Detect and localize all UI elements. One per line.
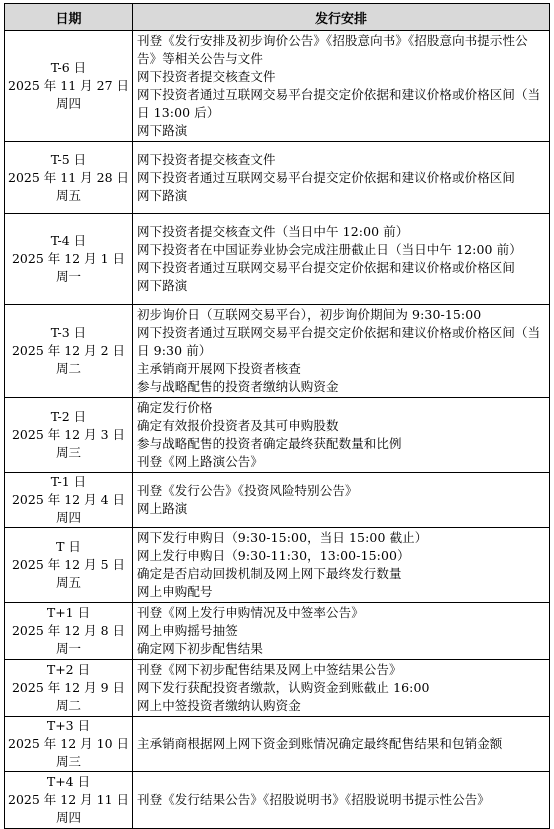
date-cell-day: T+4 日	[46, 774, 91, 789]
date-cell	[5, 603, 133, 660]
arrangement-item: 网下路演	[137, 123, 188, 138]
arrangement-item: 确定网下初步配售结果	[137, 641, 264, 656]
arrangement-cell	[133, 31, 550, 142]
table-row	[5, 142, 550, 214]
arrangement-item: 初步询价日（互联网交易平台），初步询价期间为 9:30-15:00	[137, 307, 482, 322]
arrangement-item: 刊登《发行公告》《投资风险特别公告》	[137, 483, 358, 498]
table-row	[5, 473, 550, 528]
arrangement-item: 刊登《发行安排及初步询价公告》《招股意向书》《招股意向书提示性公告》等相关公告与文件	[137, 33, 528, 66]
table-row	[5, 31, 550, 142]
date-cell-weekday: 周五	[55, 575, 81, 590]
arrangement-item: 网下路演	[137, 187, 188, 203]
arrangement-cell	[133, 305, 550, 398]
date-cell-date: 2025 年 11 月 28 日	[8, 169, 129, 185]
date-cell-weekday: 周三	[55, 754, 81, 769]
arrangement-item: 确定是否启动回拨机制及网上网下最终发行数量	[137, 566, 402, 581]
table-row	[5, 660, 550, 717]
date-cell	[5, 398, 133, 473]
arrangement-item: 网上路演	[137, 501, 188, 516]
date-cell-day: T-6 日	[50, 60, 87, 75]
arrangement-item: 网下投资者通过互联网交易平台提交定价依据和建议价格或价格区间（当日 13:00 后）	[137, 87, 541, 120]
arrangement-item: 网下路演	[137, 278, 188, 293]
arrangement-cell	[133, 603, 550, 660]
date-cell-date: 2025 年 12 月 5 日	[11, 557, 126, 572]
arrangement-item: 参与战略配售的投资者确定最终获配数量和比例	[137, 436, 402, 451]
plan-column-header: 发行安排	[133, 4, 550, 31]
arrangement-item: 网下投资者提交核查文件（当日中午 12:00 前）	[137, 224, 409, 239]
arrangement-cell	[133, 660, 550, 717]
date-cell-weekday: 周一	[55, 641, 81, 656]
date-cell-weekday: 周四	[55, 96, 81, 111]
arrangement-item: 网下发行申购日（9:30-15:00，当日 15:00 截止）	[137, 530, 428, 545]
arrangement-cell	[133, 142, 550, 214]
date-cell	[5, 473, 133, 528]
date-cell-date: 2025 年 11 月 27 日	[8, 78, 129, 93]
arrangement-item: 网上申购摇号抽签	[137, 623, 238, 638]
date-cell-day: T+3 日	[46, 718, 91, 733]
arrangement-cell	[133, 717, 550, 772]
date-cell	[5, 660, 133, 717]
date-cell	[5, 31, 133, 142]
date-cell-day: T+2 日	[46, 662, 91, 677]
arrangement-item: 主承销商开展网下投资者核查	[137, 361, 301, 376]
date-cell-day: T-2 日	[50, 409, 87, 424]
arrangement-item: 网下投资者提交核查文件	[137, 69, 276, 84]
arrangement-item: 网下投资者通过互联网交易平台提交定价依据和建议价格或价格区间	[137, 169, 516, 185]
table-row	[5, 603, 550, 660]
date-cell-weekday: 周四	[55, 810, 81, 825]
arrangement-item: 刊登《发行结果公告》《招股说明书》《招股说明书提示性公告》	[137, 792, 490, 807]
arrangement-item: 网下投资者在中国证券业协会完成注册截止日（当日中午 12:00 前）	[137, 242, 522, 257]
arrangement-item: 网上发行申购日（9:30-11:30，13:00-15:00）	[137, 548, 410, 563]
table-row	[5, 305, 550, 398]
arrangement-item: 确定有效报价投资者及其可申购股数	[137, 418, 339, 433]
date-cell-weekday: 周三	[55, 445, 81, 460]
date-column-header: 日期	[5, 4, 133, 31]
arrangement-item: 参与战略配售的投资者缴纳认购资金	[137, 379, 339, 394]
arrangement-cell	[133, 473, 550, 528]
date-cell	[5, 528, 133, 603]
arrangement-item: 刊登《网下初步配售结果及网上中签结果公告》	[137, 662, 402, 677]
table-row	[5, 717, 550, 772]
table-body	[5, 31, 550, 829]
arrangement-item: 网下投资者提交核查文件	[137, 151, 276, 167]
date-cell-date: 2025 年 12 月 2 日	[11, 343, 126, 358]
arrangement-item: 网下发行获配投资者缴款，认购资金到账截止 16:00	[137, 680, 430, 695]
arrangement-cell	[133, 214, 550, 305]
date-cell-day: T 日	[56, 539, 81, 554]
table-row	[5, 398, 550, 473]
date-cell-day: T-3 日	[50, 325, 87, 340]
arrangement-cell	[133, 528, 550, 603]
date-cell-date: 2025 年 12 月 10 日	[8, 736, 129, 751]
date-cell-day: T+1 日	[46, 605, 91, 620]
arrangement-cell	[133, 772, 550, 829]
date-cell-date: 2025 年 12 月 1 日	[11, 251, 126, 266]
date-cell	[5, 142, 133, 214]
date-cell	[5, 214, 133, 305]
arrangement-item: 确定发行价格	[137, 400, 213, 415]
table-row	[5, 772, 550, 829]
table-row	[5, 214, 550, 305]
arrangement-item: 刊登《网上发行申购情况及中签率公告》	[137, 605, 364, 620]
date-cell	[5, 772, 133, 829]
date-cell-weekday: 周四	[55, 510, 81, 525]
date-cell	[5, 305, 133, 398]
date-cell-day: T-1 日	[50, 474, 87, 489]
table-header-row	[5, 4, 550, 31]
arrangement-cell	[133, 398, 550, 473]
arrangement-item: 主承销商根据网上网下资金到账情况确定最终配售结果和包销金额	[137, 736, 503, 751]
arrangement-item: 刊登《网上路演公告》	[137, 454, 264, 469]
date-cell-weekday: 周二	[55, 361, 81, 376]
date-cell-date: 2025 年 12 月 3 日	[11, 427, 126, 442]
date-cell-weekday: 周二	[55, 698, 81, 713]
date-cell	[5, 717, 133, 772]
date-cell-date: 2025 年 12 月 8 日	[11, 623, 126, 638]
date-cell-weekday: 周五	[55, 187, 81, 203]
date-cell-day: T-5 日	[50, 151, 87, 167]
issuance-schedule-table	[4, 3, 550, 829]
date-cell-date: 2025 年 12 月 9 日	[11, 680, 126, 695]
date-cell-date: 2025 年 12 月 4 日	[11, 492, 126, 507]
arrangement-item: 网上申购配号	[137, 584, 213, 599]
date-cell-date: 2025 年 12 月 11 日	[8, 792, 129, 807]
date-cell-weekday: 周一	[55, 269, 81, 284]
arrangement-item: 网下投资者通过互联网交易平台提交定价依据和建议价格或价格区间	[137, 260, 516, 275]
table-row	[5, 528, 550, 603]
date-cell-day: T-4 日	[50, 233, 87, 248]
arrangement-item: 网下投资者通过互联网交易平台提交定价依据和建议价格或价格区间（当日 9:30 前）	[137, 325, 541, 358]
arrangement-item: 网上中签投资者缴纳认购资金	[137, 698, 301, 713]
